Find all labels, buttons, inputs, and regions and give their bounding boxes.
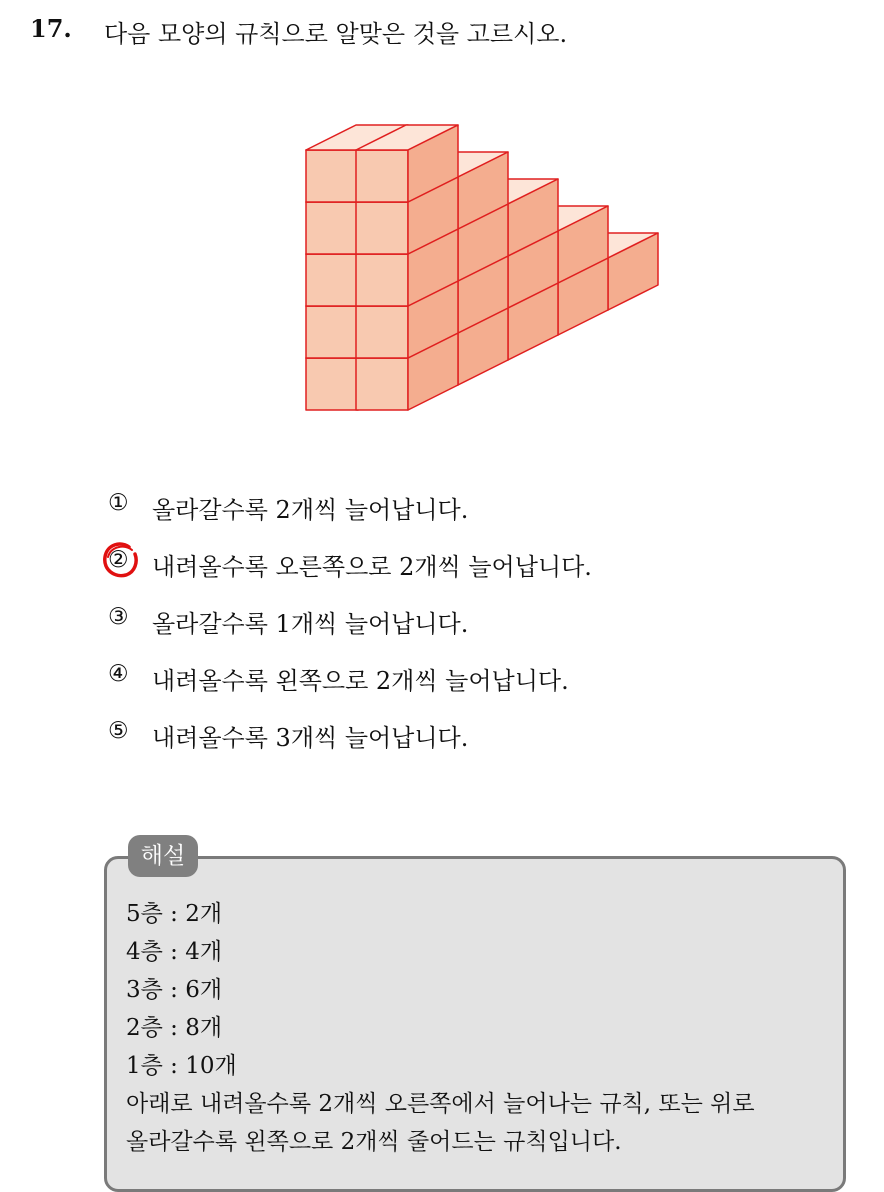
choice-3-number: ③ [108,604,129,630]
choice-5-number: ⑤ [108,718,129,744]
solution-line: 2층 : 8개 [126,1015,223,1041]
solution-text [126,895,755,1161]
choice-3-text: 올라갈수록 1개씩 늘어납니다. [152,610,469,638]
solution-line: 아래로 내려올수록 2개씩 오른쪽에서 늘어나는 규칙, 또는 위로 [126,1091,755,1117]
choice-list [108,490,592,775]
question-text: 다음 모양의 규칙으로 알맞은 것을 고르시오. [104,20,568,48]
choice-2-text: 내려올수록 오른쪽으로 2개씩 늘어납니다. [152,553,592,581]
cube-front-face [356,254,408,306]
choice-4-text: 내려올수록 왼쪽으로 2개씩 늘어납니다. [152,667,569,695]
solution-tab-label: 해설 [128,835,198,877]
answer-circle-mark-icon [99,538,143,582]
choice-4[interactable] [108,661,592,718]
cube-staircase-figure [300,75,665,415]
choice-1-number: ① [108,490,129,516]
cube-front-face [306,306,358,358]
solution-line: 3층 : 6개 [126,977,223,1003]
solution-line: 4층 : 4개 [126,939,223,965]
cube-front-face [356,358,408,410]
cube-front-face [306,202,358,254]
solution-line: 1층 : 10개 [126,1053,237,1079]
cube-front-face [356,306,408,358]
choice-5[interactable] [108,718,592,775]
cube-front-face [356,202,408,254]
choice-3[interactable] [108,604,592,661]
cube-front-face [306,358,358,410]
choice-4-number: ④ [108,661,129,687]
solution-line: 올라갈수록 왼쪽으로 2개씩 줄어드는 규칙입니다. [126,1129,622,1155]
choice-1[interactable] [108,490,592,547]
question-number: 17. [30,14,72,43]
solution-line: 5층 : 2개 [126,901,223,927]
choice-5-text: 내려올수록 3개씩 늘어납니다. [152,724,469,752]
choice-1-text: 올라갈수록 2개씩 늘어납니다. [152,496,469,524]
cube-front-face [356,150,408,202]
choice-2-number: ② [108,547,129,573]
cube-front-face [306,150,358,202]
choice-2[interactable] [108,547,592,604]
cube-front-face [306,254,358,306]
